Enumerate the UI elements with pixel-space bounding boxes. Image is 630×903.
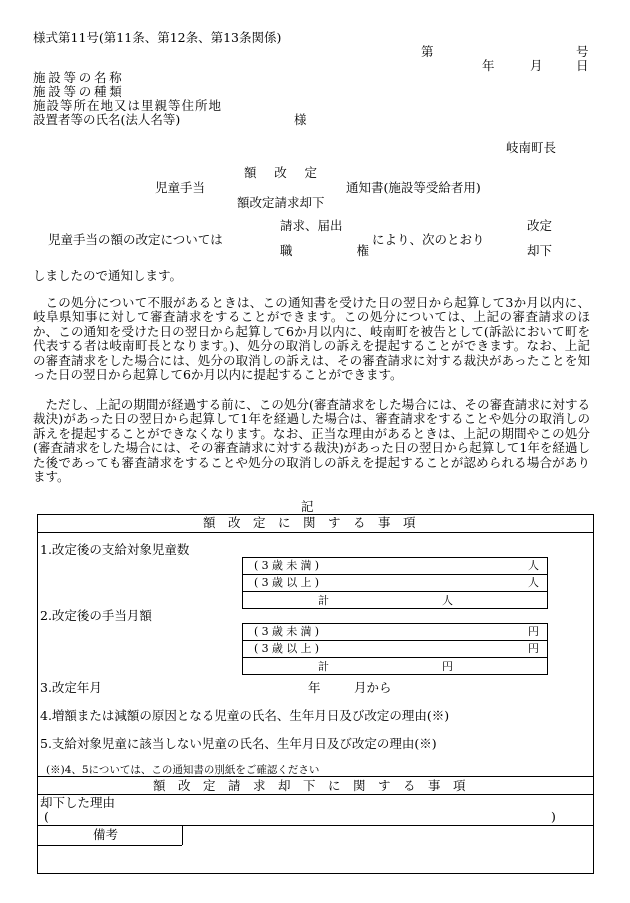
issuer: 岐南町長	[506, 140, 557, 155]
children-under3-label: (3歳未満)	[254, 559, 323, 572]
amount-total-label: 計	[318, 660, 329, 673]
notice-paragraph-1: この処分について不服があるときは、この通知書を受けた日の翌日から起算して3か月以内に、岐阜県知事に対して審査請求をすることができます。この処分については、上記の審査請求のほか、この通知を受けた日の翌日から起算して6か月以内に、岐南町を被告として(訴訟において町を代表する者は岐南町長となります。)、処分の取消しの訴えを提起することができます。なお、上記の審査請求をした場合には、処分の取消しの訴えは、その審査請求に対する裁決があったことを知った日の翌日から起算して6か月以内に提起することができます。	[33, 295, 590, 383]
date-day: 日	[576, 58, 589, 73]
intro-mid-top: 請求、届出	[280, 218, 343, 233]
remarks-divider	[182, 825, 183, 845]
facility-address-label: 施設等所在地又は里親等住所地	[33, 98, 223, 113]
children-total-label: 計	[318, 594, 329, 607]
item3-label: 3.改定年月	[40, 680, 102, 695]
intro-right-bottom: 却下	[527, 243, 553, 258]
amount-over3-label: (3歳以上)	[254, 642, 323, 655]
reject-reason-label: 却下した理由	[40, 795, 116, 810]
children-row-divider-1	[242, 574, 548, 575]
intro-mid-bottom: 職 権	[280, 243, 399, 258]
date-year: 年	[482, 58, 495, 73]
ki-marker: 記	[301, 499, 314, 514]
title-suffix: 通知書(施設等受給者用)	[346, 180, 481, 195]
footnote: (※)4、5については、この通知書の別紙をご確認ください	[46, 764, 320, 776]
facility-name-label: 施設等の名称	[33, 70, 125, 85]
amount-row-divider-1	[242, 640, 548, 641]
doc-number-suffix: 号	[576, 44, 589, 59]
title-line3: 額改定請求却下	[237, 195, 325, 210]
doc-number-prefix: 第	[421, 44, 434, 59]
amount-under3-unit: 円	[528, 625, 539, 638]
item3-year: 年	[308, 680, 321, 695]
intro-right-top: 改定	[527, 218, 553, 233]
item3-month-from: 月から	[354, 680, 392, 695]
reject-reason-paren-open: (	[44, 809, 49, 824]
amount-row-divider-2	[242, 657, 548, 658]
title-prefix: 児童手当	[155, 180, 206, 195]
intro-left: 児童手当の額の改定については	[48, 232, 223, 247]
amount-over3-unit: 円	[528, 642, 539, 655]
amount-under3-label: (3歳未満)	[254, 625, 323, 638]
children-under3-unit: 人	[528, 559, 539, 572]
section-reject-header-rule	[37, 794, 594, 795]
facility-type-label: 施設等の種類	[33, 84, 125, 99]
sama-honorific: 様	[294, 112, 307, 127]
remarks-label: 備考	[93, 827, 119, 842]
item2-label: 2.改定後の手当月額	[40, 608, 152, 623]
reject-reason-paren-close: )	[551, 809, 556, 824]
form-number: 様式第11号(第11条、第12条、第13条関係)	[33, 30, 282, 45]
founder-label: 設置者等の氏名(法人名等)	[33, 112, 181, 127]
remarks-bottom-rule	[37, 845, 182, 846]
children-total-unit: 人	[442, 594, 453, 607]
section-change-header: 額改定に関する事項	[202, 515, 428, 530]
intro-middle: により、次のとおり	[372, 232, 485, 247]
children-row-divider-2	[242, 591, 548, 592]
notice-paragraph-2: ただし、上記の期間が経過する前に、この処分(審査請求をした場合には、その審査請求に対する裁決)があった日の翌日から起算して1年を経過した場合は、審査請求をすることや処分の取消しの訴えを提起することができなくなります。なお、正当な理由があるときは、上記の期間やこの処分(審査請求をした場合には、その審査請求に対する裁決)があった日の翌日から起算して1年を経過した後であっても審査請求をすることや処分の取消しの訴えを提起することが認められる場合があります。	[33, 397, 590, 485]
section-reject-top-rule	[37, 776, 594, 777]
children-over3-label: (3歳以上)	[254, 576, 323, 589]
item5-label: 5.支給対象児童に該当しない児童の氏名、生年月日及び改定の理由(※)	[40, 736, 437, 751]
intro-closing: しましたので通知します。	[33, 268, 183, 283]
date-month: 月	[530, 58, 543, 73]
section-reject-header: 額改定請求却下に関する事項	[152, 778, 478, 793]
section-change-header-rule	[37, 532, 594, 533]
remarks-top-rule	[37, 825, 594, 826]
title-line1: 額 改 定	[244, 165, 324, 180]
item1-label: 1.改定後の支給対象児童数	[40, 542, 190, 557]
amount-total-unit: 円	[442, 660, 453, 673]
item4-label: 4.増額または減額の原因となる児童の氏名、生年月日及び改定の理由(※)	[40, 708, 450, 723]
children-over3-unit: 人	[528, 576, 539, 589]
